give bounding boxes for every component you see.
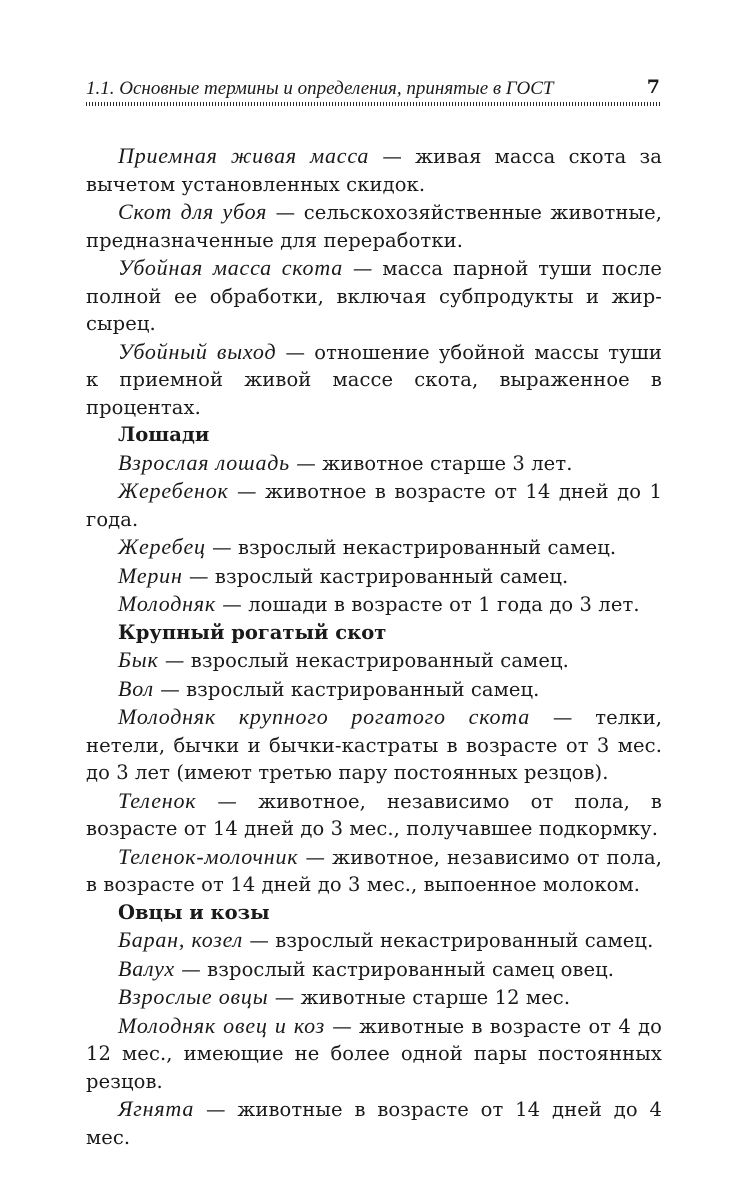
definition-text: — животные старше 12 мес. <box>268 986 571 1009</box>
definition-term: Взрослые овцы <box>118 984 269 1009</box>
definition-text: — взрослый кастрированный самец. <box>182 564 569 588</box>
definition-text: — телки, нетели, бычки и бычки-кастраты в возрасте от 3 мес. до 3 лет (имеют третью пару постоянных резцов). <box>86 706 662 784</box>
definition-term: Молодняк овец и коз <box>118 1012 326 1038</box>
definition-paragraph <box>86 787 662 843</box>
definition-term: Теленок <box>118 787 197 813</box>
definition-term: Валух <box>118 955 175 981</box>
definition-text: — масса парной туши после полной ее обработки, включая субпродукты и жир-сырец. <box>86 257 662 335</box>
running-header <box>86 78 662 104</box>
definition-term: Скот для убоя <box>118 199 268 224</box>
definition-paragraph <box>86 675 662 704</box>
definition-text: — животное, независимо от пола, в возрасте от 14 дней до 3 мес., получавшее подкормку. <box>86 789 662 840</box>
definition-paragraph <box>86 142 662 198</box>
definition-paragraph <box>86 1012 662 1096</box>
definition-paragraph <box>86 955 662 984</box>
definition-text: — взрослый некастрированный самец. <box>243 929 654 952</box>
definition-term: Жеребец <box>118 534 206 559</box>
definition-text: — животное старше 3 лет. <box>289 451 573 475</box>
definition-paragraph <box>86 198 662 254</box>
definition-text: — взрослый кастрированный самец. <box>153 677 540 701</box>
definition-paragraph <box>86 926 662 955</box>
definition-term: Мерин <box>118 562 183 588</box>
page-number: 7 <box>646 76 660 98</box>
definition-paragraph <box>86 590 662 619</box>
definition-text: — взрослый некастрированный самец. <box>205 536 617 559</box>
running-title: 1.1. Основные термины и определения, принятые в ГОСТ <box>86 78 554 99</box>
definition-paragraph <box>86 338 662 422</box>
definition-text: — взрослый некастрированный самец. <box>158 649 569 672</box>
definition-paragraph <box>86 449 662 478</box>
definition-paragraph <box>86 533 662 562</box>
definition-term: Теленок-молочник <box>118 843 299 869</box>
definition-term: Бык <box>118 647 159 672</box>
definition-term: Баран, козел <box>118 927 244 952</box>
definition-term: Ягнята <box>118 1096 195 1121</box>
definition-term: Молодняк крупного рогатого скота <box>118 704 531 729</box>
definition-text: — сельскохозяйственные животные, предназначенные для переработки. <box>86 201 663 252</box>
definition-text: — животное в возрасте от 14 дней до 1 года. <box>86 480 662 531</box>
definition-paragraph <box>86 703 662 787</box>
definition-term: Убойный выход <box>118 338 277 364</box>
definition-paragraph <box>86 983 662 1012</box>
definition-paragraph <box>86 646 662 675</box>
body-text <box>86 142 662 1151</box>
definition-term: Молодняк <box>118 591 216 616</box>
definition-text: — живая масса скота за вычетом установленных скидок. <box>86 145 663 196</box>
definition-text: — лошади в возрасте от 1 года до 3 лет. <box>216 593 640 616</box>
definition-paragraph <box>86 477 662 533</box>
definition-term: Жеребенок <box>118 478 229 503</box>
definition-text: — взрослый кастрированный самец овец. <box>174 957 615 981</box>
definition-text: — животные в возрасте от 14 дней до 4 мес. <box>86 1098 662 1149</box>
definition-term: Приемная живая масса <box>118 143 370 168</box>
section-heading-cattle: Крупный рогатый скот <box>118 620 387 644</box>
definition-term: Взрослая лошадь <box>118 449 290 475</box>
section-heading-horses: Лошади <box>118 423 210 446</box>
definition-term: Убойная масса скота <box>118 255 344 280</box>
definition-text: — отношение убойной массы туши к приемной живой массе скота, выраженное в процентах. <box>86 340 662 419</box>
header-rule <box>86 102 662 106</box>
definition-paragraph <box>86 843 662 899</box>
definition-paragraph <box>86 254 662 338</box>
definition-text: — животное, независимо от пола, в возрасте от 14 дней до 3 мес., выпоенное молоком. <box>86 845 662 896</box>
definition-paragraph <box>86 562 662 591</box>
definition-paragraph <box>86 1095 662 1151</box>
definition-text: — животные в возрасте от 4 до 12 мес., имеющие не более одной пары постоянных резцов. <box>86 1014 663 1093</box>
section-heading-sheep-goats: Овцы и козы <box>118 900 270 924</box>
definition-term: Вол <box>118 675 154 701</box>
